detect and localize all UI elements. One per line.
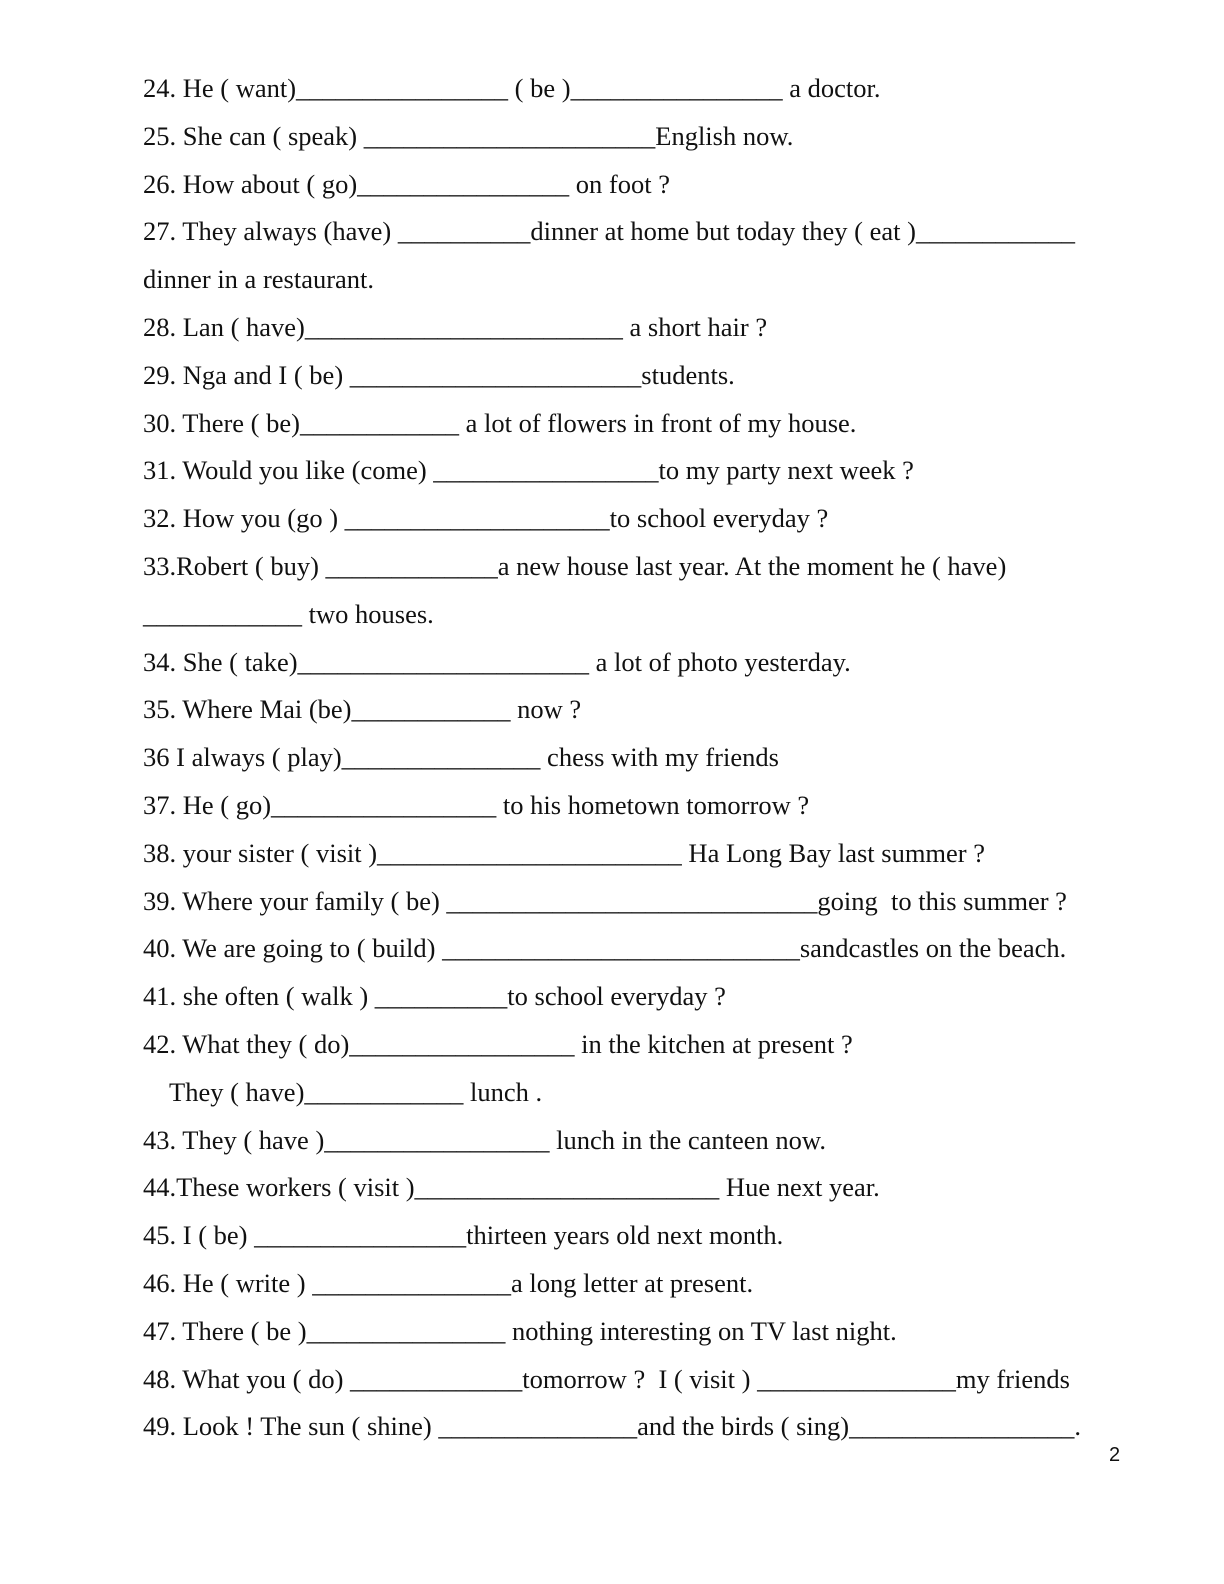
- exercise-line-29: 29. Nga and I ( be) ______________________students.: [143, 359, 735, 390]
- exercise-line-45: 45. I ( be) ________________thirteen years old next month.: [143, 1220, 784, 1251]
- exercise-line-47: 47. There ( be )_______________ nothing interesting on TV last night.: [143, 1315, 897, 1346]
- exercise-line-36: 36 I always ( play)_______________ chess with my friends: [143, 742, 779, 773]
- exercise-line-35: 35. Where Mai (be)____________ now ?: [143, 694, 582, 725]
- exercise-line-27-continued: dinner in a restaurant.: [143, 264, 375, 295]
- exercise-line-25: 25. She can ( speak) ______________________English now.: [143, 120, 794, 151]
- exercise-list: [143, 68, 1143, 1454]
- exercise-line-46: 46. He ( write ) _______________a long letter at present.: [143, 1267, 754, 1298]
- exercise-line-43: 43. They ( have )_________________ lunch in the canteen now.: [143, 1124, 826, 1155]
- exercise-line-48: 48. What you ( do) _____________tomorrow ? I ( visit ) _______________my friends: [143, 1363, 1070, 1394]
- exercise-line-34: 34. She ( take)______________________ a lot of photo yesterday.: [143, 646, 851, 677]
- exercise-line-33-continued: ____________ two houses.: [143, 598, 434, 629]
- exercise-line-41: 41. she often ( walk ) __________to school everyday ?: [143, 981, 726, 1012]
- exercise-line-42-continued: They ( have)____________ lunch .: [143, 1076, 543, 1107]
- exercise-line-37: 37. He ( go)_________________ to his hometown tomorrow ?: [143, 789, 810, 820]
- page-number: 2: [1109, 1444, 1121, 1466]
- exercise-line-33: 33.Robert ( buy) _____________a new house last year. At the moment he ( have): [143, 550, 1007, 581]
- exercise-line-27: 27. They always (have) __________dinner at home but today they ( eat )____________: [143, 216, 1075, 247]
- exercise-line-31: 31. Would you like (come) _________________to my party next week ?: [143, 455, 914, 486]
- exercise-line-39: 39. Where your family ( be) ____________________________going to this summer ?: [143, 885, 1067, 916]
- exercise-line-38: 38. your sister ( visit )_______________________ Ha Long Bay last summer ?: [143, 837, 986, 868]
- exercise-line-44: 44.These workers ( visit )_______________________ Hue next year.: [143, 1172, 880, 1203]
- exercise-line-40: 40. We are going to ( build) ___________________________sandcastles on the beach.: [143, 933, 1067, 964]
- exercise-line-26: 26. How about ( go)________________ on foot ?: [143, 168, 670, 199]
- exercise-line-24: 24. He ( want)________________ ( be )________________ a doctor.: [143, 73, 881, 103]
- exercise-line-49: 49. Look ! The sun ( shine) _______________and the birds ( sing)_________________.: [143, 1411, 1081, 1442]
- exercise-line-28: 28. Lan ( have)________________________ a short hair ?: [143, 311, 768, 342]
- exercise-line-32: 32. How you (go ) ____________________to school everyday ?: [143, 503, 829, 534]
- exercise-line-42: 42. What they ( do)_________________ in the kitchen at present ?: [143, 1028, 853, 1059]
- exercise-line-30: 30. There ( be)____________ a lot of flowers in front of my house.: [143, 407, 857, 438]
